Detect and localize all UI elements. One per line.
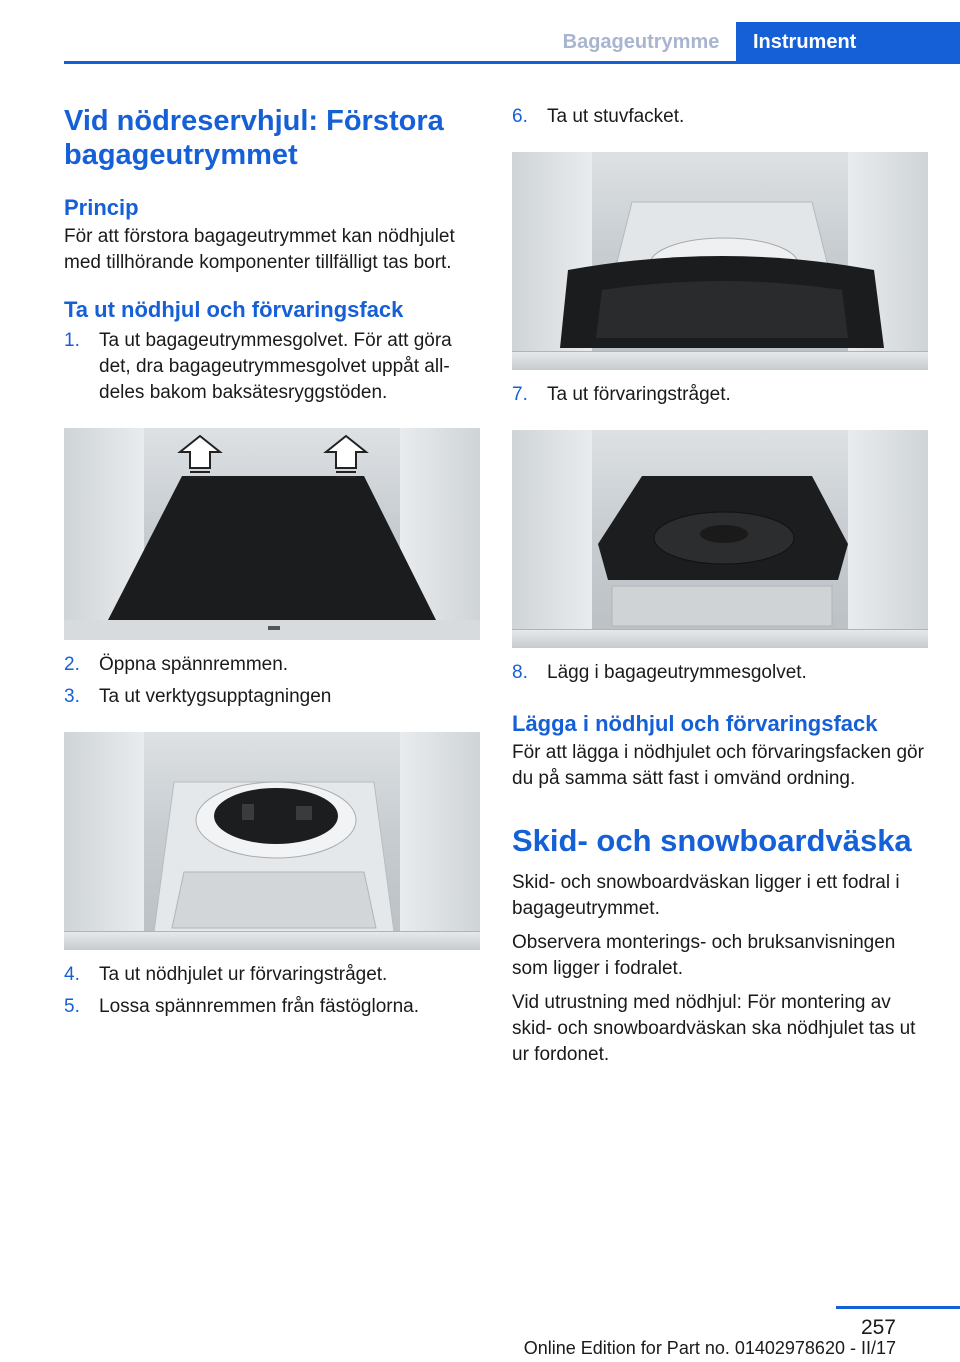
figure-storage-compartment-drawing	[512, 152, 928, 370]
step-number: 3.	[64, 686, 80, 707]
step-number: 6.	[512, 106, 528, 127]
ski-paragraph: Vid utrustning med nödhjul: För montering av skid- och snowboardväskan ska nödhjulet tas ut ur fordonet.	[512, 992, 916, 1065]
header-rule	[64, 61, 960, 64]
step-number: 5.	[64, 996, 80, 1017]
figure-storage-tray-drawing	[512, 430, 928, 648]
step-text: Lossa spännremmen från fästöglorna.	[99, 996, 420, 1017]
step-5	[64, 994, 480, 1020]
step-text: Ta ut verktygsupptagningen	[99, 686, 332, 707]
figure-tool-holder-drawing	[64, 732, 480, 950]
ski-paragraph: Skid- och snowboardväskan ligger i ett fodral i bagageutrymmet.	[512, 872, 900, 919]
step-number: 2.	[64, 654, 80, 675]
ski-paragraph: Observera monterings- och bruksanvisningen som ligger i fodralet.	[512, 932, 896, 979]
left-column	[64, 100, 480, 1020]
step-number: 4.	[64, 964, 80, 985]
right-column	[512, 100, 928, 1068]
arrow-up-icon	[326, 436, 366, 477]
footer-rule	[836, 1306, 960, 1309]
step-number: 8.	[512, 662, 528, 683]
principle-text: För att förstora bagageutrymmet kan nödhjulet med tillhörande komponenter tillfälligt tas bort.	[64, 226, 455, 273]
step-3	[64, 684, 480, 710]
step-number: 7.	[512, 384, 528, 405]
step-6	[512, 104, 928, 130]
step-text: Ta ut bagageutrymmesgolvet. För att göra det, dra bagageutrymmesgolvet uppåt alldeles bakom baksätesryggstöden.	[99, 330, 452, 403]
principle-heading: Princip	[64, 195, 139, 220]
figure-luggage-floor-drawing	[64, 428, 480, 640]
step-7	[512, 382, 928, 408]
figure-tool-holder	[64, 732, 480, 950]
step-text: Öppna spännremmen.	[99, 654, 289, 675]
page-header	[0, 0, 960, 64]
step-text: Lägg i bagageutrymmesgolvet.	[547, 662, 807, 683]
chapter-tab[interactable]: Instrument	[736, 22, 960, 62]
remove-heading: Ta ut nödhjul och förvaringsfack	[64, 297, 404, 322]
figure-storage-tray	[512, 430, 928, 648]
edition-note: Online Edition for Part no. 01402978620 - II/17	[523, 1338, 896, 1358]
insert-heading: Lägga i nödhjul och förvaringsfack	[512, 711, 878, 736]
arrow-up-icon	[180, 436, 220, 477]
figure-luggage-floor	[64, 428, 480, 640]
step-text: Ta ut förvaringstråget.	[547, 384, 731, 405]
insert-text: För att lägga i nödhjulet och förvaringsfacken gör du på samma sätt fast i omvänd ordning.	[512, 742, 924, 789]
step-2	[64, 652, 480, 678]
section-title: Vid nödreservhjul: Förstora bagageutrymmet	[64, 105, 444, 171]
ski-bag-heading: Skid- och snowboardväska	[512, 823, 912, 858]
page-number: 257	[860, 1316, 896, 1339]
figure-storage-compartment	[512, 152, 928, 370]
step-text: Ta ut nödhjulet ur förvaringstråget.	[99, 964, 388, 985]
section-tab[interactable]: Bagageutrymme	[562, 31, 720, 53]
step-text: Ta ut stuvfacket.	[547, 106, 685, 127]
step-4	[64, 962, 480, 988]
step-8	[512, 660, 928, 686]
step-number: 1.	[64, 330, 80, 351]
step-1	[64, 328, 480, 406]
